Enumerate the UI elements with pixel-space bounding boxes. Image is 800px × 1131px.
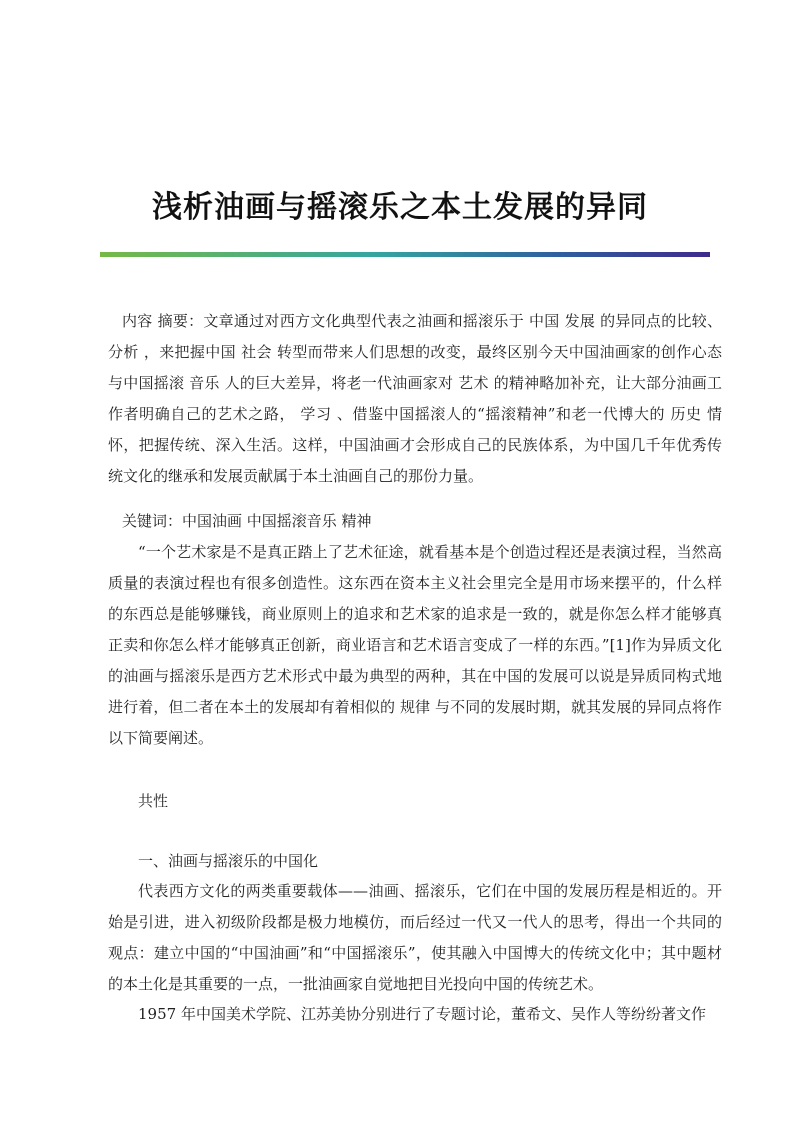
body-paragraph: 代表西方文化的两类重要载体——油画、摇滚乐，它们在中国的发展历程是相近的。开始是引进，进入初级阶段都是极力地模仿，而后经过一代又一代人的思考，得出一个共同的观点：建立中国的“中国油画”和“中国摇滚乐”，使其融入中国博大的传统文化中；其中题材的本土化是其重要的一点，一批油画家自觉地把目光投向中国的传统艺术。 xyxy=(108,882,722,993)
subsection-heading: 一、油画与摇滚乐的中国化 xyxy=(138,852,319,870)
section-heading: 共性 xyxy=(138,792,169,810)
document-title: 浅析油画与摇滚乐之本土发展的异同 xyxy=(152,190,648,226)
title-divider xyxy=(100,252,710,257)
keywords-line: 关键词：中国油画 中国摇滚音乐 精神 xyxy=(122,512,372,530)
intro-paragraph: “一个艺术家是不是真正踏上了艺术征途，就看基本是个创造过程还是表演过程，当然高质量的表演过程也有很多创造性。这东西在资本主义社会里完全是用市场来摆平的，什么样的东西总是能够赚钱，商业原则上的追求和艺术家的追求是一致的，就是你怎么样才能够真正卖和你怎么样才能够真正创新，商业语言和艺术语言变成了一样的东西。”[1]作为异质文化的油画与摇滚乐是西方艺术形式中最为典型的两种，其在中国的发展可以说是异质同构式地进行着，但二者在本土的发展却有着相似的 规律 与不同的发展时期，就其发展的异同点将作以下简要阐述。 xyxy=(108,543,722,747)
body-paragraph: 1957 年中国美术学院、江苏美协分别进行了专题讨论，董希文、吴作人等纷纷著文作 xyxy=(138,1005,706,1023)
abstract-paragraph: 内容 摘要：文章通过对西方文化典型代表之油画和摇滚乐于 中国 发展 的异同点的比较、 分析 ，来把握中国 社会 转型而带来人们思想的改变，最终区别今天中国油画家的创作心态与中国摇滚 音乐 人的巨大差异，将老一代油画家对 艺术 的精神略加补充，让大部分油画工作者明确自己的艺术之路， 学习 、借鉴中国摇滚人的“摇滚精神”和老一代博大的 历史 情怀，把握传统、深入生活。这样，中国油画才会形成自己的民族体系，为中国几千年优秀传统文化的继承和发展贡献属于本土油画自己的那份力量。 xyxy=(108,312,722,485)
